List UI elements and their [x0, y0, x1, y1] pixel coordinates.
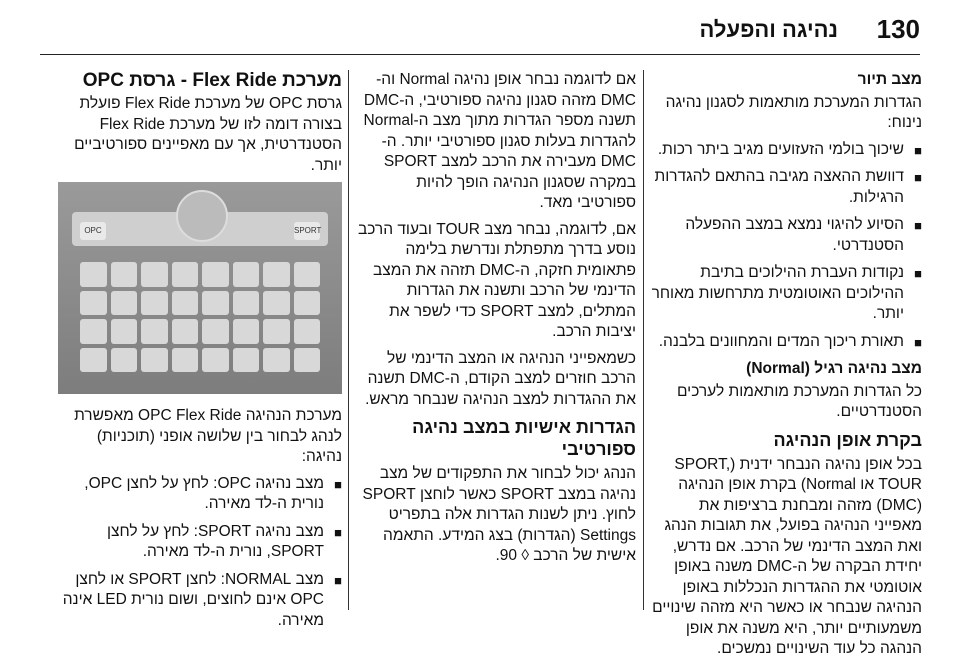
- list-item: ■ הסיוע להיגוי נמצא במצב ההפעלה הסטנדרטי.: [685, 216, 922, 254]
- page-header: [0, 0, 960, 64]
- tour-mode-heading: מצב תיור: [857, 71, 922, 88]
- dmc-paragraph-1: אם לדוגמה נבחר אופן נהיגה Normal וה-DMC מזהה סגנון נהיגה ספורטיבי, ה-DMC תשנה מספר הגדרות מתוך מצב ה-Normal להגדרות בעלות סגנון ספורטיבי יותר. ה-DMC מעבירה את הרכב למצב SPORT במקרה שסגנון הנהיגה הופך להיות ספורטיבי מאד.: [363, 71, 636, 211]
- list-item: ■ שיכוך בולמי הזעזועים מגיב ביתר רכות.: [650, 140, 922, 161]
- normal-mode-heading: מצב נהיגה רגיל (Normal): [746, 360, 922, 377]
- bullet-icon: ■: [914, 142, 922, 158]
- opc-button-figure: OPC: [80, 222, 106, 240]
- column-right: [650, 70, 922, 657]
- sport-button-figure: SPORT: [294, 222, 320, 240]
- list-item: ■ מצב נהיגה OPC: לחץ על לחצן OPC, נורית ה-לד מאירה.: [84, 474, 342, 512]
- bullet-icon: ■: [914, 266, 922, 281]
- header-rule: [40, 54, 920, 55]
- list-item: ■ מצב NORMAL: לחצן SPORT או לחצן OPC אינם לחוצים, ושום נורית LED אינה מאירה.: [62, 570, 342, 629]
- console-knob: [176, 190, 228, 242]
- personal-settings-heading: הגדרות אישיות במצב נהיגה ספורטיבי: [412, 417, 636, 459]
- list-item: ■ מצב נהיגה SPORT: לחץ על לחצן SPORT, נורית ה-לד מאירה.: [106, 522, 342, 560]
- list-item: ■ דוושת ההאצה מגיבה בהתאם להגדרות הרגילות.: [654, 168, 922, 206]
- drive-control-text: בכל אופן נהיגה הנבחר ידנית (SPORT, TOUR או Normal) בקרת אופן הנהיגה (DMC) מזהה ומבחנת ברציפות את מאפייני הנהיגה בפועל, את תגובות הנהג ואת המצב הדינמי של הרכב. אם נדרש, יחידת הבקרה של ה-DMC משנה באופן אוטומטי את ההגדרות הנכללות באופן הנהיגה שנבחר או כאשר היא מזהה שינויים משמעותיים יותר, היא משנה את אופן הנהגה כל עוד השינויים נמשכים.: [652, 455, 922, 657]
- bullet-icon: ■: [334, 524, 342, 540]
- bullet-icon: ■: [334, 476, 342, 492]
- tour-mode-list: [650, 140, 922, 353]
- opc-modes-intro: מערכת הנהיגה OPC Flex Ride מאפשרת לנהג לבחור בין שלושה אופני (תוכניות) נהיגה:: [74, 407, 342, 465]
- column-left: [56, 70, 342, 629]
- dmc-paragraph-3: כשמאפייני הנהיגה או המצב הדינמי של הרכב חוזרים למצב הקודם, ה-DMC תשנה את ההגדרות למצב הנהיגה שנבחר מראש.: [365, 349, 636, 408]
- bullet-icon: ■: [334, 572, 342, 588]
- page-number: 130: [876, 14, 920, 44]
- list-item: ■ תאורת ריכוך המדים והמחוונים בלבנה.: [650, 332, 922, 353]
- column-middle: [356, 70, 636, 622]
- tour-mode-intro: הגדרות המערכת מותאמות לסגנון נהיגה נינוח:: [665, 93, 922, 131]
- opc-modes-list: [56, 474, 342, 632]
- page-title: נהיגה והפעלה: [699, 17, 838, 42]
- opc-heading: מערכת Flex Ride - גרסת OPC: [82, 70, 342, 91]
- bullet-icon: ■: [914, 170, 922, 185]
- bullet-icon: ■: [914, 334, 922, 350]
- personal-settings-text: הנהג יכול לבחור את התפקודים של מצב נהיגה במצב SPORT כאשר לוחצן SPORT לחוץ. ניתן לשנות הגדרות אלה בתפריט Settings (הגדרות) בצג המידע. התאמה אישית של הרכב ◊ 90.: [362, 465, 636, 564]
- bullet-icon: ■: [914, 218, 922, 233]
- column-divider-right: [643, 70, 644, 610]
- column-divider-left: [348, 70, 349, 610]
- opc-intro: גרסת OPC של מערכת Flex Ride פועלת בצורה דומה לזו של מערכת Flex Ride הסטנדרטית, אך עם מאפיינים ספורטיביים יותר.: [74, 95, 342, 174]
- drive-control-heading: בקרת אופן הנהיגה: [773, 429, 922, 450]
- dmc-paragraph-2: אם, לדוגמה, נבחר מצב TOUR ובעוד הרכב נוסע בדרך מתפתלת ונדרשת בלימה פתאומית חזקה, ה-DMC תזהה את המצב הדינמי של הרכב ותשנה את הגדרות המתלים, למצב SPORT כדי לשפר את יציבות הרכב.: [357, 220, 636, 340]
- console-figure: [58, 182, 342, 394]
- list-item: ■ נקודות העברת ההילוכים בתיבת ההילוכים האוטומטית מתרחשות מאוחר יותר.: [651, 264, 922, 322]
- console-button-grid: [80, 262, 320, 372]
- normal-mode-text: כל הגדרות המערכת מותאמות לערכים הסטנדרטיים.: [676, 382, 922, 420]
